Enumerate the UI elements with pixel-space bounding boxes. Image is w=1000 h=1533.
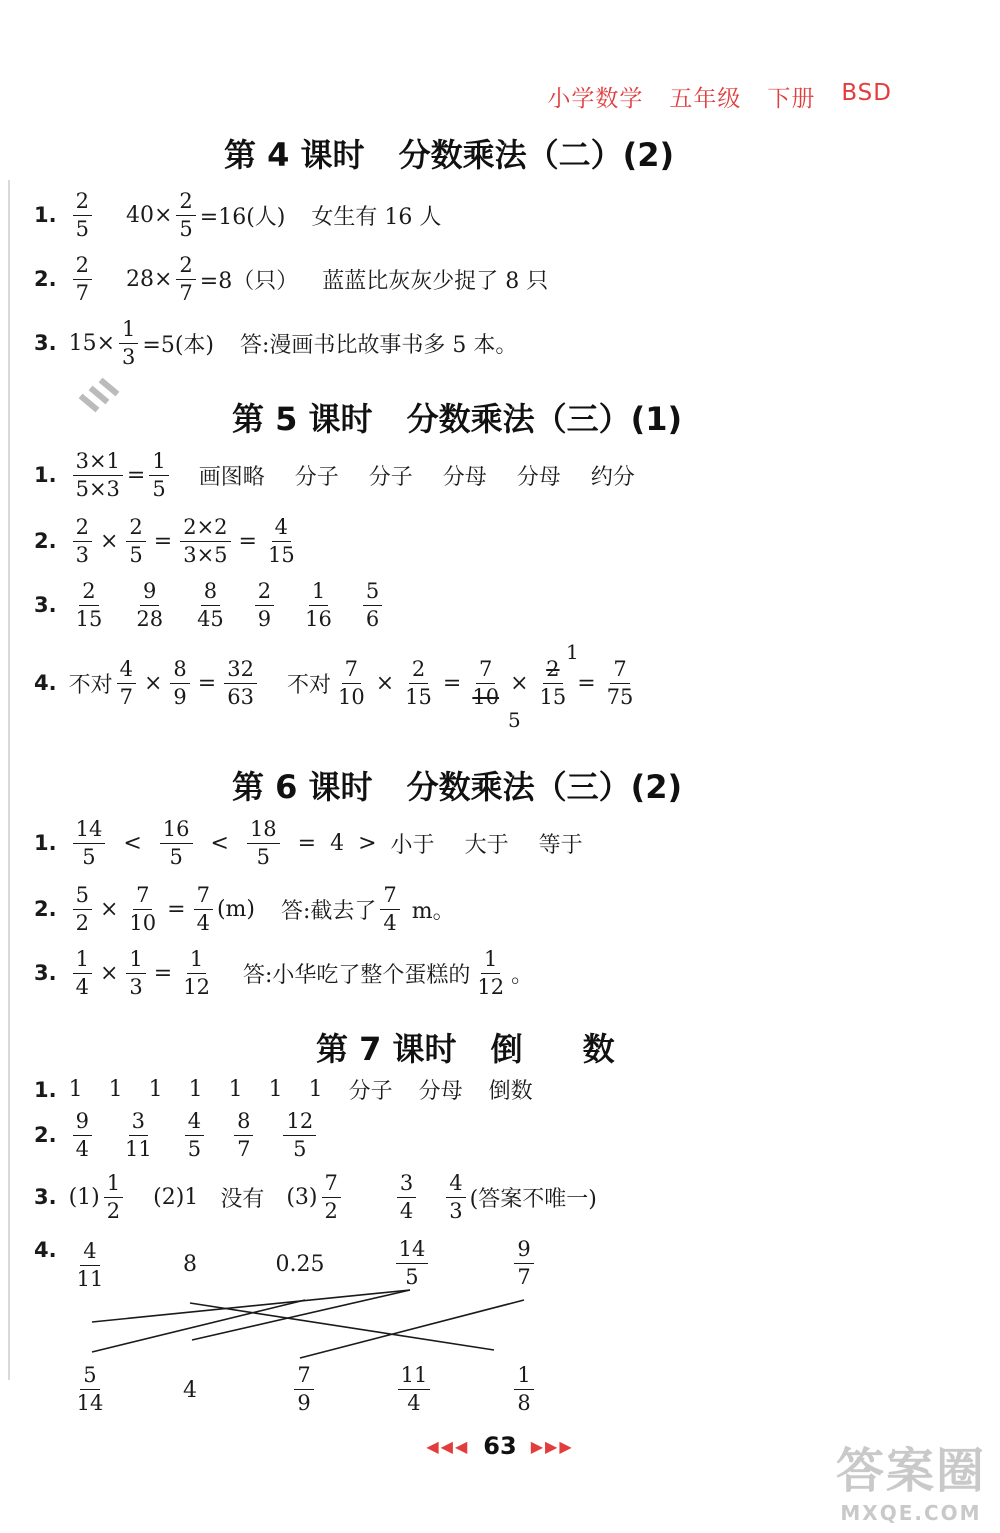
- s5-q4: 4. 不对 $\frac{4}{7}$ × $\frac{8}{9}$ = $\frac{32}{63}$ 不对 $\frac{7}{10}$ × $\frac{2}{15}$ = $\frac{7}{10}$ × $\frac{2}{15}$ = $\frac{7}{75}$: [34, 658, 640, 708]
- expr-text: 28×: [125, 266, 173, 292]
- match-top-3: 0.25: [275, 1252, 325, 1277]
- s6-q3: 3. $\frac{1}{4}$ × $\frac{1}{3}$ = $\frac{1}{12}$ 答:小华吃了整个蛋糕的 1 12 。: [34, 947, 534, 999]
- answer-word: 等于: [538, 832, 583, 858]
- fraction: 7 4: [380, 884, 399, 934]
- fraction-cancelled: $\frac{7}{10}$: [472, 657, 500, 709]
- header-subject: 小学数学: [547, 86, 644, 112]
- match-bottom-1: 5 14: [76, 1363, 104, 1415]
- question-number: 3.: [34, 1185, 57, 1210]
- fraction: 1 16: [305, 579, 332, 631]
- value: 1: [268, 1077, 283, 1102]
- section-6-lesson: 第 6 课时: [232, 768, 373, 806]
- part-label: (3): [286, 1184, 318, 1210]
- fraction: $\frac{2}{15}$: [405, 657, 432, 709]
- value: 1: [108, 1077, 123, 1102]
- section-4-lesson: 第 4 课时: [224, 136, 365, 174]
- fraction: $\frac{1}{4}$: [73, 948, 92, 998]
- s6-q2: 2. $\frac{5}{2}$ × $\frac{7}{10}$ = $\frac{7}{4}$ (m) 答:截去了 7 4 m。: [34, 883, 455, 935]
- match-bottom-2: 4: [183, 1378, 197, 1403]
- expr-text: =5(本): [142, 332, 215, 358]
- section-6-topic: 分数乘法（三）(2): [406, 768, 683, 806]
- fraction: $\frac{8}{9}$: [170, 658, 189, 708]
- question-number: 2.: [34, 529, 57, 554]
- answer-text: 答:截去了: [280, 898, 377, 924]
- question-number: 2.: [34, 1123, 57, 1148]
- fraction: 4 3: [446, 1172, 465, 1222]
- fraction: 9 28: [136, 579, 164, 631]
- comparison-sign: >: [358, 830, 377, 856]
- match-bottom-3: 7 9: [274, 1364, 334, 1414]
- fraction: $\frac{7}{4}$: [194, 884, 213, 934]
- fraction: 5 6: [363, 580, 382, 630]
- section-4-topic: 分数乘法（二）(2): [398, 136, 675, 174]
- expr-text: 15×: [68, 330, 116, 356]
- question-number: 1.: [34, 1077, 57, 1102]
- fraction: $\frac{32}{63}$: [224, 658, 257, 708]
- fraction: 2 15: [75, 579, 103, 631]
- fraction: 2 5: [73, 190, 92, 240]
- comparison-sign: <: [123, 830, 142, 856]
- section-5-topic: 分数乘法（三）(1): [406, 400, 683, 438]
- cancel-note-bottom: 5: [508, 708, 521, 732]
- answer-word: 大于: [464, 832, 509, 858]
- answer-text: 蓝蓝比灰灰少捉了 8 只: [322, 268, 549, 294]
- fraction: $\frac{2}{5}$: [126, 516, 145, 566]
- fraction: 2 7: [73, 254, 92, 304]
- fraction: 9 4: [73, 1110, 92, 1160]
- header-grade: 五年级: [669, 86, 742, 112]
- s5-q2: 2. $\frac{2}{3}$ × $\frac{2}{5}$ = $\frac{2\times 2}{3\times 5}$ = $\frac{4}{15}$: [34, 516, 302, 566]
- watermark-text: 答案圈: [835, 1443, 986, 1499]
- right-arrows-icon: ▶▶▶: [530, 1436, 574, 1456]
- value: 1: [148, 1077, 163, 1102]
- value: 1: [228, 1077, 243, 1102]
- answer-word: 小于: [390, 832, 435, 858]
- answer-word: 不对: [68, 672, 113, 698]
- match-top-4: 14 5: [382, 1238, 442, 1288]
- fraction: 14 5: [73, 818, 106, 868]
- section-7-lesson: 第 7 课时: [316, 1030, 457, 1068]
- fraction: 4 5: [185, 1110, 204, 1160]
- question-number: 1.: [34, 203, 57, 228]
- match-top-5: 9 7: [494, 1238, 554, 1288]
- value: 1: [308, 1077, 323, 1102]
- cancel-note-top: 1: [566, 640, 579, 664]
- question-number: 2.: [34, 897, 57, 922]
- fraction: 12 5: [283, 1110, 316, 1160]
- question-number: 4.: [34, 1238, 57, 1262]
- answer-word: 不对: [286, 672, 331, 698]
- fraction: $\frac{3\times 1}{5\times 3}$: [73, 450, 123, 500]
- answer-word: 分母: [516, 464, 561, 490]
- answer-word: 分母: [418, 1079, 463, 1104]
- match-bottom-5: 1 8: [494, 1364, 554, 1414]
- expr-text: 40×: [125, 202, 173, 228]
- section-7-topic-a: 倒: [490, 1030, 523, 1068]
- expr-text: =8（只）: [199, 268, 299, 294]
- value: 1: [68, 1077, 83, 1102]
- watermark-logo: [836, 1432, 986, 1525]
- part-label: (2)1: [153, 1184, 199, 1210]
- fraction: $\frac{18}{5}$: [247, 818, 280, 868]
- answer-text: 女生有 16 人: [311, 204, 442, 230]
- fraction: 2 9: [255, 580, 274, 630]
- header-volume: 下册: [767, 86, 816, 112]
- fraction: 7 2: [322, 1172, 341, 1222]
- fraction: $\frac{2}{7}$: [176, 254, 195, 304]
- answer-word: 倒数: [488, 1079, 533, 1104]
- value: 4: [330, 830, 345, 856]
- fraction: $\frac{1}{5}$: [149, 450, 168, 500]
- comparison-sign: =: [297, 830, 317, 856]
- question-number: 3.: [34, 331, 57, 356]
- question-number: 3.: [34, 961, 57, 986]
- note-text: (答案不唯一): [469, 1186, 597, 1212]
- fraction: $\frac{2}{3}$: [73, 516, 92, 566]
- fraction: $\frac{1}{12}$: [183, 947, 210, 999]
- match-bottom-4: 11 4: [384, 1364, 444, 1414]
- fraction: 3 4: [397, 1172, 416, 1222]
- fraction: $\frac{1}{3}$: [126, 948, 145, 998]
- match-line: [92, 1300, 305, 1352]
- fraction: $\frac{7}{75}$: [606, 657, 634, 709]
- answer-text: 答:漫画书比故事书多 5 本。: [240, 332, 518, 358]
- fraction: $\frac{4}{7}$: [117, 658, 136, 708]
- question-number: 1.: [34, 831, 57, 856]
- answer-word: 画图略: [198, 464, 265, 490]
- fraction: 16 5: [160, 818, 193, 868]
- answer-text: 答:小华吃了整个蛋糕的: [242, 962, 471, 988]
- answer-word: 约分: [590, 464, 635, 490]
- fraction-cancelled: $\frac{2}{15}$: [539, 657, 567, 709]
- fraction: 3 11: [124, 1109, 152, 1161]
- question-number: 3.: [34, 593, 57, 618]
- answer-word: 分子: [368, 464, 413, 490]
- fraction: 1 2: [104, 1172, 123, 1222]
- fraction: 8 45: [197, 579, 224, 631]
- left-arrows-icon: ◀◀◀: [426, 1436, 470, 1456]
- answer-word: 分子: [348, 1079, 393, 1104]
- fraction: $\frac{1}{3}$: [119, 318, 138, 368]
- answer-word: 没有: [220, 1186, 265, 1212]
- fraction: $\frac{2}{5}$: [176, 190, 195, 240]
- fraction: $\frac{4}{15}$: [267, 515, 295, 567]
- page-number: 63: [483, 1432, 517, 1460]
- answer-text: m。: [411, 898, 455, 924]
- answer-text: 。: [511, 962, 534, 988]
- fraction: 8 7: [234, 1110, 253, 1160]
- header-edition: BSD: [841, 80, 892, 106]
- question-number: 2.: [34, 267, 57, 292]
- value: 1: [188, 1077, 203, 1102]
- match-top-2: 8: [183, 1252, 197, 1277]
- section-7-topic-b: 数: [582, 1030, 615, 1068]
- fraction: $\frac{5}{2}$: [73, 884, 92, 934]
- fraction: $\frac{7}{10}$: [337, 657, 365, 709]
- watermark-url: MXQE.COM: [840, 1501, 982, 1525]
- part-label: (1): [68, 1184, 100, 1210]
- unit-text: (m): [216, 896, 255, 922]
- answer-word: 分母: [442, 464, 487, 490]
- fraction: $\frac{7}{10}$: [129, 883, 157, 935]
- match-line: [92, 1290, 410, 1322]
- fraction: 1 12: [477, 947, 505, 999]
- equals-sign: =: [126, 462, 146, 488]
- question-number: 1.: [34, 463, 57, 488]
- fraction: $\frac{2\times 2}{3\times 5}$: [180, 516, 230, 566]
- answer-word: 分子: [294, 464, 339, 490]
- question-number: 4.: [34, 671, 57, 696]
- match-top-1: 4 11: [76, 1239, 104, 1291]
- expr-text: =16(人): [199, 204, 286, 230]
- section-5-lesson: 第 5 课时: [232, 400, 373, 438]
- comparison-sign: <: [210, 830, 229, 856]
- match-line: [190, 1303, 494, 1350]
